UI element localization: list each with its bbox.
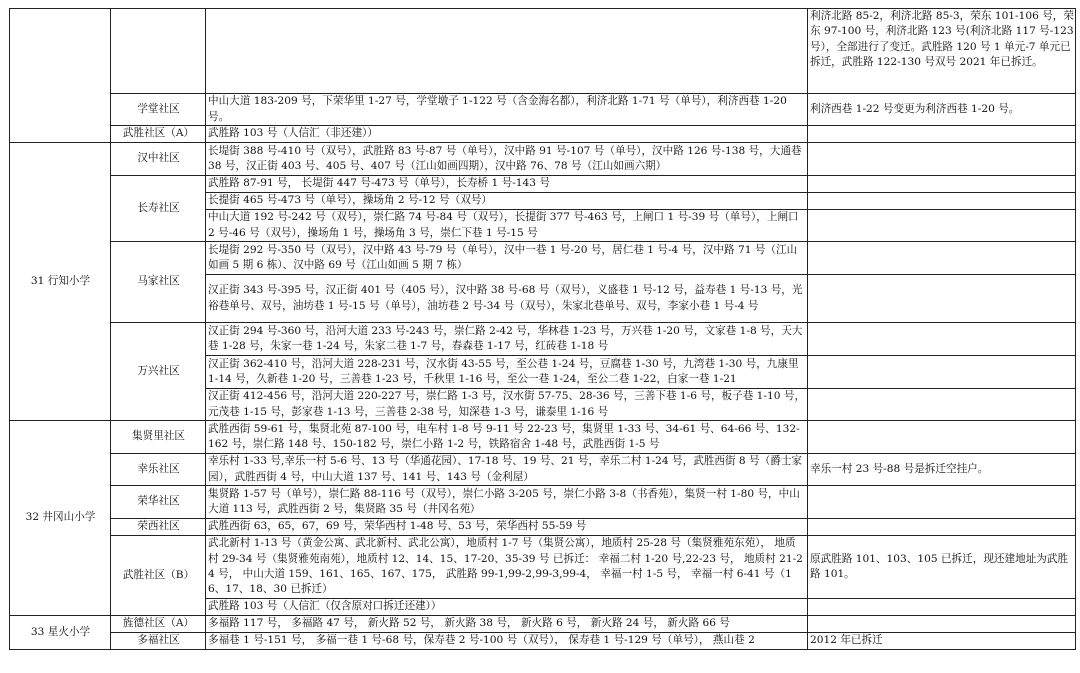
note-cell: 利济北路 85-2，利济北路 85-3，荣东 101-106 号，荣东 97-100 号，利济北路 123 号(利济北路 117 号-123 号），全部进行了变迁。武胜路 120 号 1 单元-7 单元已拆迁，武胜路 122-130 号双号 2021 年已拆迁。: [808, 9, 1076, 94]
note-cell: [808, 193, 1076, 210]
community-cell: 集贤里社区: [111, 421, 206, 454]
note-cell: [808, 242, 1076, 275]
note-cell: [808, 126, 1076, 143]
table-row: [10, 143, 1076, 176]
table-row: [10, 519, 1076, 536]
community-cell: 学堂社区: [111, 94, 206, 126]
community-cell: 荣华社区: [111, 486, 206, 519]
address-range-cell: 汉正街 362-410 号，沿河大道 228-231 号，汉水街 43-55 号，至公巷 1-24 号，豆腐巷 1-30 号，九湾巷 1-30 号，九康里 1-14 号，久新巷 1-20 号，三善巷 1-23 号，千秋里 1-16 号，至公一巷 1-24，至公二巷 1-22，白家一巷 1-21: [206, 356, 808, 389]
community-cell: 荣西社区: [111, 519, 206, 536]
district-school-table: [9, 8, 1076, 650]
address-range-cell: 幸乐村 1-33 号,幸乐一村 5-6 号、13 号（华通花园）、17-18 号、19 号、21 号，幸乐二村 1-24 号，武胜西街 8 号（爵士家园），武胜西街 4 号，中山大道 137 号、141 号、143 号（金利屋）: [206, 454, 808, 486]
community-cell: 长寿社区: [111, 176, 206, 242]
address-range-cell: 武胜路 103 号（人信汇（仅含原对口拆迁还建））: [206, 599, 808, 616]
address-range-cell: 汉正街 294 号-360 号，沿河大道 233 号-243 号，崇仁路 2-42 号，华林巷 1-23 号，万兴巷 1-20 号，文家巷 1-8 号，天大巷 1-28 号，朱家一巷 1-24 号，朱家二巷 1-7 号，春森巷 1-17 号，红砖巷 1-18 号: [206, 323, 808, 356]
community-cell: 武胜社区（A）: [111, 126, 206, 143]
address-range-cell: 武北新村 1-13 号（黄金公寓、武北新村、武北公寓），地质村 1-7 号（集贤公寓），地质村 25-28 号（集贤雅苑东苑）， 地质村 29-34 号（集贤雅苑南苑），地质村 12、14、15、17-20、35-39 号 已拆迁： 幸福二村 1-20 号,22-23 号， 地质村 21-24 号， 中山大道 159、161、165、167、175， 武胜路 99-1,99-2,99-3,99-4， 幸福一村 1-5 号， 幸福一村 6-41 号（16、17、18、30 已拆迁）: [206, 536, 808, 599]
table-row: [10, 9, 1076, 94]
community-cell: 幸乐社区: [111, 454, 206, 486]
note-cell: [808, 143, 1076, 176]
address-range-cell: 汉正街 343 号-395 号，汉正街 401 号（405 号），汉中路 38 号-68 号（双号），义盛巷 1 号-12 号，益寿巷 1 号-13 号，光裕巷单号、双号，油坊巷 1 号-15 号（单号），油坊巷 2 号-34 号（双号），朱家北巷单号、双号，李家小巷 1 号-4 号: [206, 275, 808, 323]
address-range-cell: 武胜路 103 号（人信汇（非还建））: [206, 126, 808, 143]
community-cell: 多福社区: [111, 633, 206, 650]
community-cell: 武胜社区（B）: [111, 536, 206, 616]
school-cell: [10, 9, 111, 143]
community-cell: 汉中社区: [111, 143, 206, 176]
table-row: [10, 126, 1076, 143]
note-cell: [808, 323, 1076, 356]
table-row: [10, 421, 1076, 454]
table-row: [10, 242, 1076, 275]
address-range-cell: [206, 9, 808, 94]
address-range-cell: 武胜西街 63，65，67，69 号，荣华西村 1-48 号、53 号，荣华西村 55-59 号: [206, 519, 808, 536]
table-row: [10, 616, 1076, 633]
table-row: [10, 454, 1076, 486]
note-cell: [808, 210, 1076, 242]
note-cell: [808, 356, 1076, 389]
note-cell: 幸乐一村 23 号-88 号是拆迁空挂户。: [808, 454, 1076, 486]
address-range-cell: 汉正街 412-456 号，沿河大道 220-227 号，崇仁路 1-3 号，汉水街 57-75、28-36 号，三善下巷 1-6 号，板子巷 1-10 号，元茂巷 1-15 号，彭家巷 1-13 号，三善巷 2-38 号，知深巷 1-3 号，谦泰里 1-16 号: [206, 389, 808, 421]
note-cell: [808, 599, 1076, 616]
address-range-cell: 长堤街 388 号-410 号（双号），武胜路 83 号-87 号（单号），汉中路 91 号-107 号（单号），汉中路 126 号-138 号，大通巷 38 号，汉正街 403 号、405 号、407 号（江山如画四期），汉中路 76、78 号（江山如画六期）: [206, 143, 808, 176]
note-cell: [808, 176, 1076, 193]
note-cell: 2012 年已拆迁: [808, 633, 1076, 650]
table-row: [10, 536, 1076, 599]
school-cell: 33 星火小学: [10, 616, 111, 650]
address-range-cell: 中山大道 192 号-242 号（双号），崇仁路 74 号-84 号（双号），长提街 377 号-463 号，上闸口 1 号-39 号（单号），上闸口 2 号-46 号（双号），操场角 1 号，操场角 3 号，崇仁下巷 1 号-15 号: [206, 210, 808, 242]
community-cell: [111, 9, 206, 94]
note-cell: 利济西巷 1-22 号变更为利济西巷 1-20 号。: [808, 94, 1076, 126]
address-range-cell: 多福路 117 号， 多福路 47 号， 新火路 52 号， 新火路 38 号， 新火路 6 号， 新火路 24 号， 新火路 66 号: [206, 616, 808, 633]
address-range-cell: 武胜西街 59-61 号，集贤北苑 87-100 号，电车村 1-8 号 9-11 号 22-23 号，集贤里 1-33 号、34-61 号、64-66 号、132-162 号，崇仁路 148 号、150-182 号，崇仁小路 1-2 号，铁路宿舍 1-48 号，武胜西街 1-5 号: [206, 421, 808, 454]
note-cell: [808, 389, 1076, 421]
table-row: [10, 94, 1076, 126]
address-range-cell: 长堤街 292 号-350 号（双号），汉中路 43 号-79 号（单号），汉中一巷 1 号-20 号，居仁巷 1 号-4 号，汉中路 71 号（江山如画 5 期 6 栋）、汉中路 69 号（江山如画 5 期 7 栋）: [206, 242, 808, 275]
note-cell: 原武胜路 101、103、105 已拆迁，现还建地址为武胜路 101。: [808, 536, 1076, 599]
school-cell: 32 井冈山小学: [10, 421, 111, 616]
community-cell: 万兴社区: [111, 323, 206, 421]
address-range-cell: 集贤路 1-57 号（单号），崇仁路 88-116 号（双号），崇仁小路 3-205 号，崇仁小路 3-8（书香苑），集贤一村 1-80 号，中山大道 113 号，武胜西街 2 号，集贤路 35 号（井冈名苑）: [206, 486, 808, 519]
table-row: [10, 633, 1076, 650]
community-cell: 旌德社区（A）: [111, 616, 206, 633]
table-row: [10, 323, 1076, 356]
address-range-cell: 中山大道 183-209 号，下荣华里 1-27 号，学堂墩子 1-122 号（含金海名都），利济北路 1-71 号（单号），利济西巷 1-20 号。: [206, 94, 808, 126]
address-range-cell: 武胜路 87-91 号， 长堤街 447 号-473 号（单号），长寿桥 1 号-143 号: [206, 176, 808, 193]
note-cell: [808, 616, 1076, 633]
table-row: [10, 176, 1076, 193]
table-row: [10, 486, 1076, 519]
school-cell: 31 行知小学: [10, 143, 111, 421]
note-cell: [808, 519, 1076, 536]
address-range-cell: 多福巷 1 号-151 号， 多福一巷 1 号-68 号，保寿巷 2 号-100 号（双号）， 保寿巷 1 号-129 号（单号）， 燕山巷 2: [206, 633, 808, 650]
note-cell: [808, 275, 1076, 323]
community-cell: 马家社区: [111, 242, 206, 323]
note-cell: [808, 486, 1076, 519]
address-range-cell: 长提街 465 号-473 号（单号），操场角 2 号-12 号（双号）: [206, 193, 808, 210]
note-cell: [808, 421, 1076, 454]
